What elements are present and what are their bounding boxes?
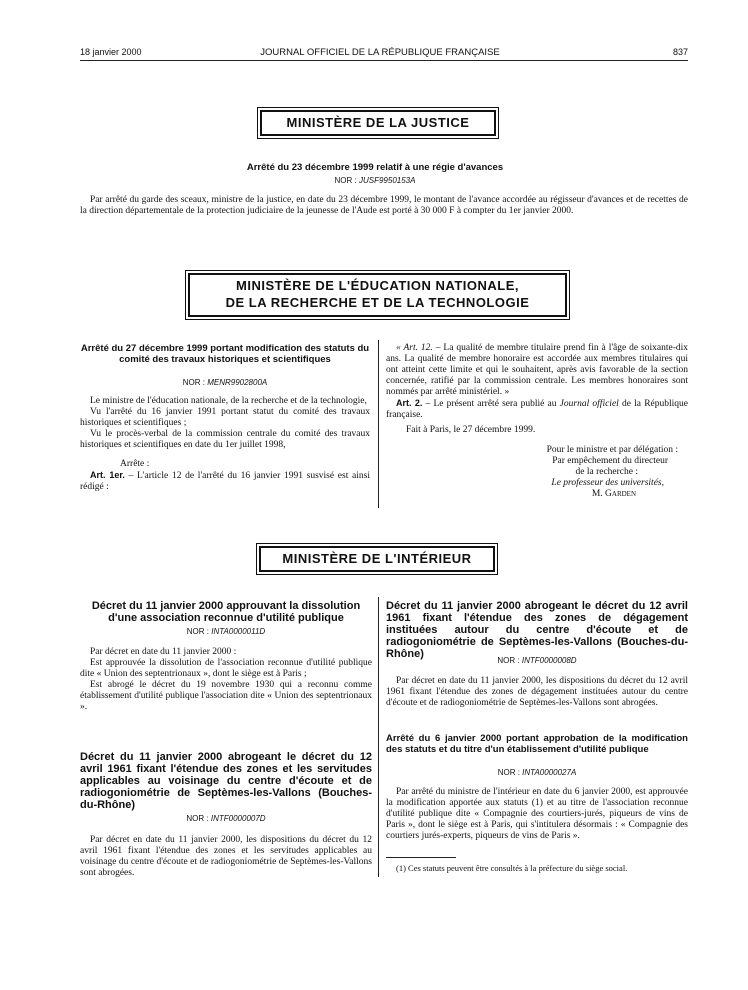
ministry-interieur-title: MINISTÈRE DE L'INTÉRIEUR xyxy=(282,551,472,566)
education-left-text: Le ministre de l'éducation nationale, de la recherche et de la technologie, Vu l'arrêté du 16 janvier 1991 portant statut du comité des travaux historiques et scientifiques ; Vu le procès-verbal de la commission centrale du comité des travaux historiques et scientifiques en date du 1er juillet 1998, Arrête : Art. 1er. – L'article 12 de l'arrêté du 16 janvier 1991 susvisé est ainsi rédigé : xyxy=(80,396,370,492)
ministry-interieur-box xyxy=(259,546,495,572)
justice-arrete-title: Arrêté du 23 décembre 1999 relatif à une régie d'avances xyxy=(246,162,504,173)
column-divider-education xyxy=(378,340,379,508)
education-right-text: « Art. 12. – La qualité de membre titulaire prend fin à l'âge de soixante-dix ans. La qualité de membre honoraire est accordée aux membres titulaires qui ont atteint cette limite et qui le souhaitent, après avis favorable de la section concernée, ratifié par la commission centrale. Les membres honoraires sont nommés par arrêté ministériel. » Art. 2. – Le présent arrêté sera publié au Journal officiel de la République française. Fait à Paris, le 27 décembre 1999. xyxy=(386,343,688,435)
footnote-rule xyxy=(386,857,456,858)
decret-dissolution-nor: NOR : INTA0000011D xyxy=(186,627,266,636)
decret-dissolution-text: Par décret en date du 11 janvier 2000 : Est approuvée la dissolution de l'association reconnue d'utilité publique dite « Union des septentrionaux », dont le siège est à Paris ; Est abrogé le décret du 19 novembre 1930 qui a reconnu comme établissement d'utilité publique l'association dite « Union des septentrionaux ». xyxy=(80,647,372,712)
arrete-statuts-text: Par arrêté du ministre de l'intérieur en date du 6 janvier 2000, est approuvée la modification apportée aux statuts (1) et au titre de l'association reconnue d'utilité publique dite « Compagnie des courtiers-jurés, piqueurs de vins de Paris », dont le siège est à Paris, qui s'intitulera désormais : « Compagnie des courtiers jurés-experts, piqueurs de vins de Paris ». xyxy=(386,787,688,841)
decret-degagement-title: Décret du 11 janvier 2000 abrogeant le décret du 12 avril 1961 fixant l'étendue des zones de dégagement instituées autour du centre d'écoute et de radiogoniométrie de Septèmes-les-Vallons (Bouches-du-Rhône) xyxy=(386,600,688,660)
ministry-justice-box xyxy=(260,110,496,136)
decret-degagement-text: Par décret en date du 11 janvier 2000, les dispositions du décret du 12 avril 1961 fixant l'étendue des zones de dégagement instituées autour du centre d'écoute et de radiogoniométrie de Septèmes-les-Vallons sont abrogées. xyxy=(386,676,688,708)
ministry-education-box xyxy=(188,273,567,317)
header-rule xyxy=(80,60,688,61)
column-divider-interieur xyxy=(378,597,379,877)
arrete-statuts-title: Arrêté du 6 janvier 2000 portant approbation de la modification des statuts et du titre d'un établissement d'utilité publique xyxy=(386,733,688,755)
header-journal: JOURNAL OFFICIEL DE LA RÉPUBLIQUE FRANÇAISE xyxy=(260,47,500,58)
decret-degagement-nor: NOR : INTF0000008D xyxy=(497,656,577,665)
decret-dissolution-title: Décret du 11 janvier 2000 approuvant la dissolution d'une association reconnue d'utilité publique xyxy=(91,600,361,624)
decret-servitudes-title: Décret du 11 janvier 2000 abrogeant le décret du 12 avril 1961 fixant l'étendue des zones et les servitudes applicables au voisinage du centre d'écoute et de radiogoniométrie de Septèmes-les-Vallons (Bouches-du-Rhône) xyxy=(80,751,372,811)
education-signature: Pour le ministre et par délégation : Par empêchement du directeur de la recherche : Le professeur des universités, M. Garden xyxy=(546,445,678,499)
footnote: (1) Ces statuts peuvent être consultés à la préfecture du siège social. xyxy=(396,863,628,873)
justice-nor: NOR : JUSF9950153A xyxy=(334,176,416,185)
justice-text: Par arrêté du garde des sceaux, ministre de la justice, en date du 23 décembre 1999, le montant de l'avance accordée au régisseur d'avances et de recettes de la direction départementale de la protection judiciaire de la jeunesse de l'Aude est porté à 30 000 F à compter du 1er janvier 2000. xyxy=(80,195,688,216)
decret-servitudes-text: Par décret en date du 11 janvier 2000, les dispositions du décret du 12 avril 1961 fixant l'étendue des zones et les servitudes applicables au voisinage du centre d'écoute et de radiogoniométrie de Septèmes-les-Vallons sont abrogées. xyxy=(80,835,372,878)
ministry-education-line2: DE LA RECHERCHE ET DE LA TECHNOLOGIE xyxy=(225,295,530,310)
ministry-justice-title: MINISTÈRE DE LA JUSTICE xyxy=(286,115,470,130)
education-arrete-title: Arrêté du 27 décembre 1999 portant modification des statuts du comité des travaux historiques et scientifiques xyxy=(80,343,370,365)
header-date: 18 janvier 2000 xyxy=(80,47,142,57)
header-page-number: 837 xyxy=(672,47,688,57)
arrete-statuts-nor: NOR : INTA0000027A xyxy=(497,768,577,777)
ministry-education-line1: MINISTÈRE DE L'ÉDUCATION NATIONALE, xyxy=(236,278,519,293)
decret-servitudes-nor: NOR : INTF0000007D xyxy=(186,814,266,823)
education-nor: NOR : MENR9902800A xyxy=(182,378,268,387)
